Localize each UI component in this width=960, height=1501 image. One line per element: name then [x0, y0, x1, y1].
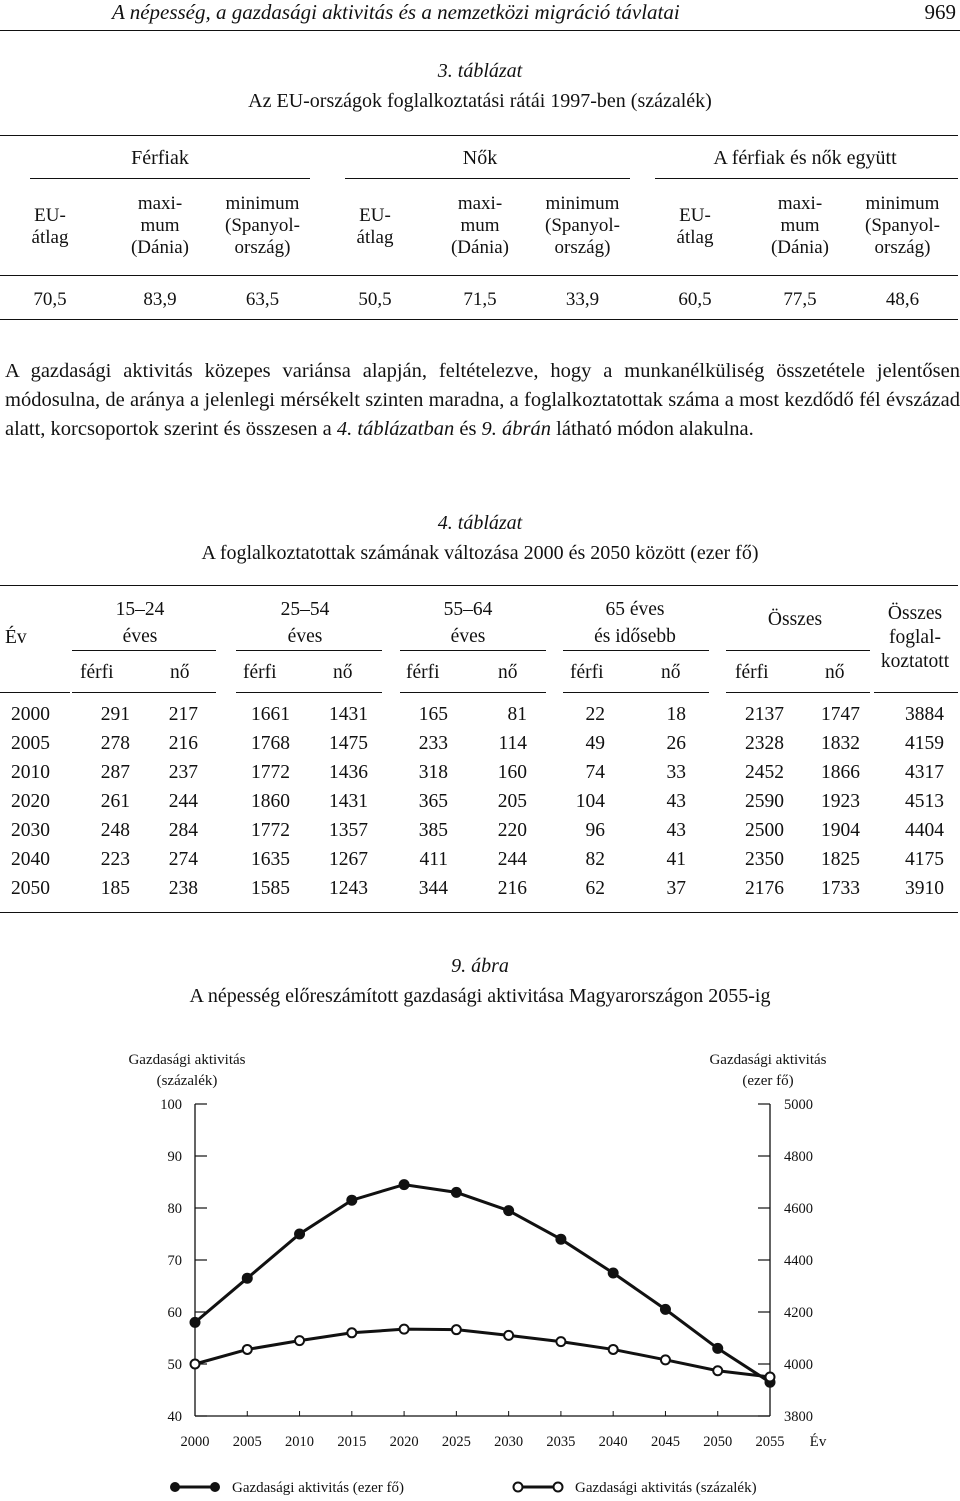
- table4-top-rule: [0, 585, 958, 586]
- table4-cell: 1860: [251, 791, 290, 812]
- table4-group-rule: [563, 650, 709, 651]
- table3-minimum-spain: minimum (Spanyol- ország): [545, 193, 620, 258]
- table4-cell: 2452: [745, 762, 784, 783]
- series-point: [451, 1187, 462, 1198]
- table4-cell: 248: [100, 820, 130, 841]
- table4-cell: 291: [100, 704, 130, 725]
- table4-cell: 41: [666, 849, 686, 870]
- table3-value: 83,9: [143, 289, 177, 310]
- table4-cell: 223: [100, 849, 130, 870]
- page-number: 969: [924, 0, 956, 24]
- table4-year-cell: 2000: [11, 704, 50, 725]
- table4-cell: 216: [497, 878, 527, 899]
- series-point: [504, 1331, 513, 1340]
- table4-cell: 3884: [905, 704, 944, 725]
- x-tick-label: 2030: [494, 1434, 524, 1450]
- table4-sex-female: nő: [825, 662, 845, 683]
- series-point: [452, 1325, 461, 1334]
- table4-header-rule: [400, 692, 546, 693]
- table4-cell: 2350: [745, 849, 784, 870]
- left-tick-label: 100: [160, 1097, 182, 1113]
- table4-group-15-24: 15–24 éves: [115, 599, 165, 647]
- x-tick-label: 2050: [703, 1434, 733, 1450]
- table3-eu-average: EU- átlag: [676, 205, 714, 248]
- series-point: [190, 1317, 201, 1328]
- series-point: [503, 1205, 514, 1216]
- table4-cell: 1661: [251, 704, 290, 725]
- right-tick-label: 4000: [784, 1357, 813, 1373]
- table4-cell: 82: [585, 849, 605, 870]
- table3-maximum-denmark: maxi- mum (Dánia): [130, 193, 190, 258]
- table4-cell: 4159: [905, 733, 944, 754]
- table4-sex-female: nő: [498, 662, 518, 683]
- series-point: [660, 1304, 671, 1315]
- left-tick-label: 50: [167, 1357, 182, 1373]
- table3-eu-average: EU- átlag: [356, 205, 394, 248]
- series-point: [713, 1366, 722, 1375]
- table4-group-rule: [400, 650, 546, 651]
- legend-label: Gazdasági aktivitás (százalék): [575, 1480, 757, 1496]
- table4-cell: 237: [168, 762, 198, 783]
- series-point: [399, 1179, 410, 1190]
- table3-value: 77,5: [783, 289, 817, 310]
- x-tick-label: 2025: [441, 1434, 471, 1450]
- table3-group-rule-women: [345, 178, 630, 179]
- table4-cell: 244: [168, 791, 198, 812]
- table4-cell: 1825: [821, 849, 860, 870]
- table4-group-55-64: 55–64 éves: [443, 599, 493, 647]
- right-axis-title: (ezer fő): [742, 1073, 794, 1089]
- table4-header-rule: [874, 692, 958, 693]
- left-tick-label: 60: [167, 1305, 182, 1321]
- table4-cell: 1635: [251, 849, 290, 870]
- table3-value: 63,5: [245, 289, 280, 310]
- series-point: [609, 1345, 618, 1354]
- table4-cell: 1923: [821, 791, 860, 812]
- series-point: [242, 1273, 253, 1284]
- running-header: [0, 0, 960, 31]
- legend-marker: [554, 1483, 563, 1492]
- x-tick-label: 2010: [285, 1434, 315, 1450]
- series-point: [243, 1345, 252, 1354]
- body-paragraph: A gazdasági aktivitás közepes variánsa alapján, feltételezve, hogy a munkanélküliség összetétele jelentősen módosulna, de aránya a jelenlegi mérsékelt szinten maradna, a foglalkoztatottak száma a most kezdődő fél évszázad alatt, korcsoportok szerint és összesen a 4. táblázatban és 9. ábrán látható módon alakulna.: [5, 360, 960, 440]
- table4-cell: 274: [168, 849, 198, 870]
- table3-value: 71,5: [463, 289, 497, 310]
- table4-cell: 233: [418, 733, 448, 754]
- table4-year-cell: 2040: [11, 849, 50, 870]
- table4-year-cell: 2050: [11, 878, 50, 899]
- table4-cell: 81: [507, 704, 527, 725]
- table4-cell: 205: [497, 791, 527, 812]
- table4-title: A foglalkoztatottak számának változása 2000 és 2050 között (ezer fő): [201, 542, 759, 564]
- right-tick-label: 4600: [784, 1201, 813, 1217]
- table4-cell: 385: [418, 820, 448, 841]
- right-axis-title: Gazdasági aktivitás: [709, 1052, 827, 1068]
- table4-cell: 22: [585, 704, 605, 725]
- table3-eu-average: EU- átlag: [31, 205, 69, 248]
- series-line-ezer-fo: [195, 1185, 770, 1383]
- series-point: [295, 1336, 304, 1345]
- table4-cell: 4513: [905, 791, 944, 812]
- table4-cell: 18: [666, 704, 686, 725]
- table4-cell: 216: [168, 733, 198, 754]
- series-point: [608, 1268, 619, 1279]
- table4-cell: 1267: [329, 849, 368, 870]
- table4-header-rule: [726, 692, 870, 693]
- table4-cell: 1772: [251, 820, 290, 841]
- series-point: [294, 1229, 305, 1240]
- right-tick-label: 4800: [784, 1149, 813, 1165]
- table4-number: 4. táblázat: [437, 512, 523, 534]
- x-tick-label: 2040: [598, 1434, 628, 1450]
- left-tick-label: 80: [167, 1201, 182, 1217]
- table4-year-cell: 2010: [11, 762, 50, 783]
- series-point: [347, 1328, 356, 1337]
- table3-value: 60,5: [678, 289, 712, 310]
- right-tick-label: 5000: [784, 1097, 813, 1113]
- table4-cell: 104: [575, 791, 605, 812]
- x-tick-label: 2000: [180, 1434, 210, 1450]
- table4-cell: 4404: [905, 820, 944, 841]
- table4-year-cell: 2030: [11, 820, 50, 841]
- table4-cell: 1733: [821, 878, 860, 899]
- table4-cell: 1585: [251, 878, 290, 899]
- x-tick-label: 2055: [755, 1434, 785, 1450]
- table4-cell: 1243: [329, 878, 368, 899]
- x-axis-title: Év: [809, 1434, 827, 1450]
- x-tick-label: 2035: [546, 1434, 576, 1450]
- table4-cell: 49: [585, 733, 605, 754]
- table4-header-rule: [236, 692, 382, 693]
- table3-value: 70,5: [33, 289, 67, 310]
- left-axis-title: Gazdasági aktivitás: [128, 1052, 246, 1068]
- right-tick-label: 4200: [784, 1305, 813, 1321]
- table4-cell: 1436: [329, 762, 368, 783]
- table4-group-rule: [726, 650, 870, 651]
- table4-cell: 411: [419, 849, 448, 870]
- table3-value: 33,9: [565, 289, 600, 310]
- table4-sex-male: férfi: [80, 662, 114, 683]
- table3-top-rule: [0, 135, 958, 136]
- x-tick-label: 2045: [650, 1434, 680, 1450]
- series-point: [400, 1325, 409, 1334]
- table4-sex-male: férfi: [406, 662, 440, 683]
- table4-cell: 74: [585, 762, 605, 783]
- table3-group-rule-both: [655, 178, 958, 179]
- table4-cell: 114: [498, 733, 527, 754]
- table4-cell: 37: [666, 878, 686, 899]
- table4-cell: 344: [418, 878, 448, 899]
- figure9-number: 9. ábra: [451, 955, 509, 977]
- table4-cell: 261: [100, 791, 130, 812]
- table4-cell: 2500: [745, 820, 784, 841]
- table4-cell: 62: [585, 878, 605, 899]
- table4-cell: 365: [418, 791, 448, 812]
- table3-value: 48,6: [885, 289, 920, 310]
- table4-group-25-54: 25–54 éves: [280, 599, 330, 647]
- table4-sex-female: nő: [170, 662, 190, 683]
- table4-cell: 244: [497, 849, 527, 870]
- left-axis-title: (százalék): [156, 1073, 218, 1089]
- table3-group-both: A férfiak és nők együtt: [713, 147, 897, 169]
- table4-group-65-plus: 65 éves és idősebb: [594, 599, 676, 647]
- table4-cell: 217: [168, 704, 198, 725]
- table4-cell: 2176: [745, 878, 784, 899]
- left-tick-label: 70: [167, 1253, 182, 1269]
- running-title: A népesség, a gazdasági aktivitás és a nemzetközi migráció távlatai: [112, 0, 680, 24]
- table4-cell: 185: [100, 878, 130, 899]
- table4-cell: 1431: [329, 704, 368, 725]
- table4-cell: 2590: [745, 791, 784, 812]
- table4-bottom-rule: [0, 912, 958, 913]
- table4-cell: 43: [666, 820, 686, 841]
- legend-marker: [170, 1482, 180, 1492]
- series-point: [556, 1337, 565, 1346]
- figure9-title: A népesség előreszámított gazdasági aktivitása Magyarországon 2055-ig: [189, 985, 771, 1007]
- series-point: [191, 1360, 200, 1369]
- series-point: [555, 1234, 566, 1245]
- table4-cell: 43: [666, 791, 686, 812]
- table3-maximum-denmark: maxi- mum (Dánia): [450, 193, 510, 258]
- table4-cell: 3910: [905, 878, 944, 899]
- x-tick-label: 2020: [389, 1434, 419, 1450]
- right-tick-label: 4400: [784, 1253, 813, 1269]
- series-point: [766, 1373, 775, 1382]
- table4-sex-male: férfi: [570, 662, 604, 683]
- left-tick-label: 90: [167, 1149, 182, 1165]
- series-point: [661, 1355, 670, 1364]
- table4-cell: 238: [168, 878, 198, 899]
- x-tick-label: 2015: [337, 1434, 367, 1450]
- table4-cell: 1832: [821, 733, 860, 754]
- table4-sex-male: férfi: [243, 662, 277, 683]
- table4-cell: 1866: [821, 762, 860, 783]
- table4-group-rule: [236, 650, 382, 651]
- left-tick-label: 40: [167, 1409, 182, 1425]
- table4-cell: 220: [497, 820, 527, 841]
- table4-cell: 278: [100, 733, 130, 754]
- legend-marker: [210, 1482, 220, 1492]
- right-tick-label: 3800: [784, 1409, 813, 1425]
- table4-cell: 4317: [905, 762, 944, 783]
- x-tick-label: 2005: [232, 1434, 262, 1450]
- table4-header-rule: [0, 692, 70, 693]
- table4-group-total: Összes: [767, 609, 823, 630]
- table3-bottom-rule: [0, 319, 958, 320]
- table3-minimum-spain: minimum (Spanyol- ország): [865, 193, 940, 258]
- table3-number: 3. táblázat: [437, 60, 523, 82]
- table4-cell: 318: [418, 762, 448, 783]
- table4-cell: 2137: [745, 704, 784, 725]
- figure9-chart: [0, 1040, 960, 1501]
- series-point: [712, 1343, 723, 1354]
- table4-cell: 33: [666, 762, 686, 783]
- table4-cell: 1357: [329, 820, 368, 841]
- table4-total-employed-header: Összes foglal- koztatott: [880, 603, 950, 672]
- table3-group-women: Nők: [462, 147, 498, 169]
- table3-value: 50,5: [358, 289, 392, 310]
- table4-cell: 287: [100, 762, 130, 783]
- table4-sex-female: nő: [333, 662, 353, 683]
- table3-title: Az EU-országok foglalkoztatási rátái 1997-ben (százalék): [248, 90, 712, 112]
- table4-header-rule: [72, 692, 216, 693]
- table3-maximum-denmark: maxi- mum (Dánia): [770, 193, 830, 258]
- table4-cell: 165: [418, 704, 448, 725]
- series-point: [346, 1195, 357, 1206]
- table4-cell: 4175: [905, 849, 944, 870]
- table4-cell: 26: [666, 733, 686, 754]
- table3-group-men: Férfiak: [131, 147, 189, 169]
- legend-marker: [514, 1483, 523, 1492]
- table4-cell: 284: [168, 820, 198, 841]
- table4-sex-male: férfi: [735, 662, 769, 683]
- table4-cell: 1747: [821, 704, 860, 725]
- table3-minimum-spain: minimum (Spanyol- ország): [225, 193, 300, 258]
- series-line-szazalek: [195, 1329, 770, 1377]
- legend-label: Gazdasági aktivitás (ezer fő): [232, 1480, 404, 1496]
- table4-header-rule: [563, 692, 709, 693]
- table3-header-rule: [0, 275, 958, 276]
- table4-cell: 1431: [329, 791, 368, 812]
- table4-group-rule: [72, 650, 216, 651]
- table4-cell: 1768: [251, 733, 290, 754]
- table4-cell: 2328: [745, 733, 784, 754]
- table4-cell: 1772: [251, 762, 290, 783]
- table4-cell: 160: [497, 762, 527, 783]
- table4-cell: 1475: [329, 733, 368, 754]
- table4-sex-female: nő: [661, 662, 681, 683]
- table4-cell: 1904: [821, 820, 860, 841]
- table4-year-cell: 2005: [11, 733, 50, 754]
- table4-cell: 96: [585, 820, 605, 841]
- table3-group-rule-men: [30, 178, 310, 179]
- table4-year-header: Év: [5, 627, 27, 648]
- table4-year-cell: 2020: [11, 791, 50, 812]
